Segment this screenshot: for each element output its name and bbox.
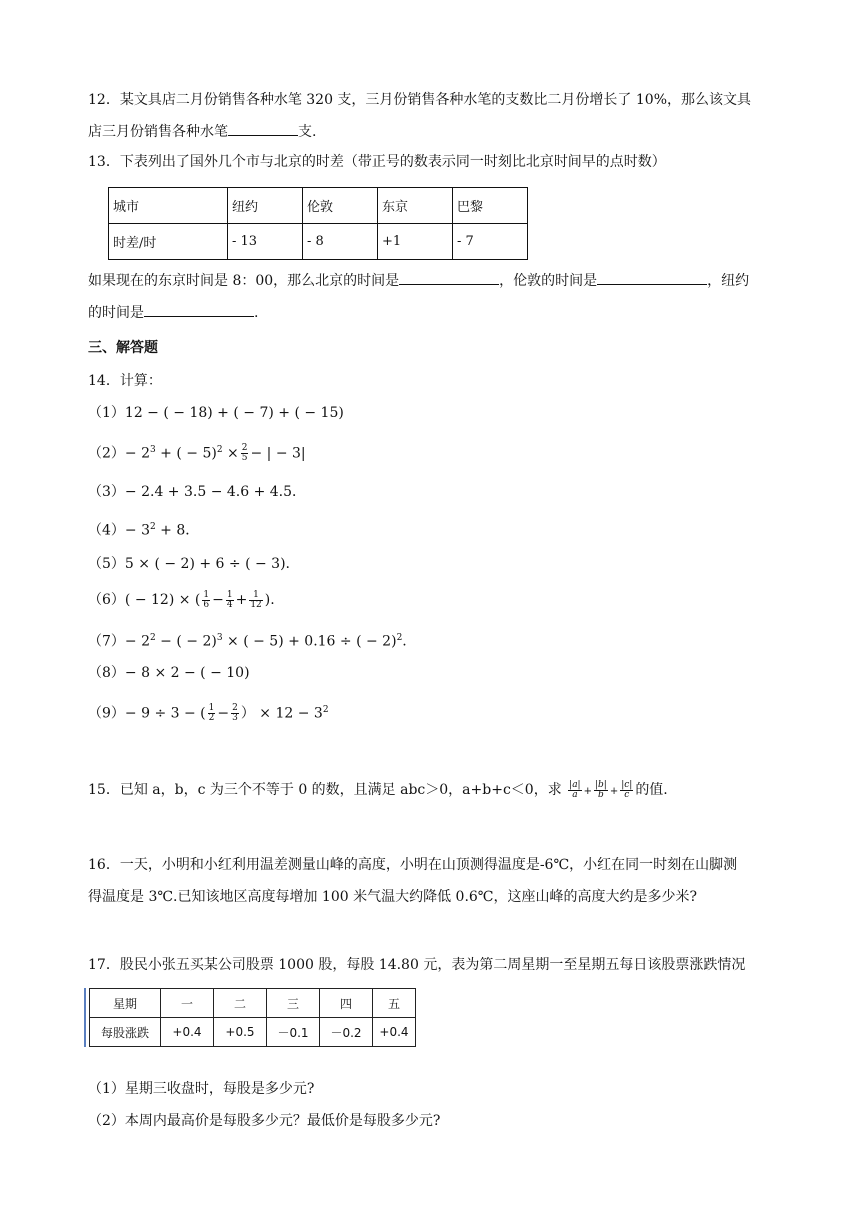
table-cell: +1 [378,224,453,260]
fraction [226,591,234,610]
numerator: 1 [208,703,215,714]
table-cell: 每股涨跌 [90,1018,161,1047]
math-text: . [402,633,407,650]
denominator: 6 [203,599,210,610]
math-text: （2）− 2 [88,445,150,462]
q13-text-a: 如果现在的东京时间是 8：00，那么北京的时间是 [88,273,400,289]
numerator: |b| [594,779,607,790]
q13-time-difference-table [108,187,528,260]
math-text: ). [264,592,275,608]
table-cell: 三 [267,989,320,1018]
exponent: 2 [150,522,156,532]
q14-item-6 [88,590,275,610]
fraction [231,704,239,723]
exponent: 2 [322,705,329,715]
exponent: 2 [216,445,223,455]
table-row [109,188,528,224]
numerator: 1 [226,589,233,600]
q13-london-time-blank[interactable] [597,270,707,285]
table-cell: 东京 [378,188,453,224]
q12-line-2 [88,121,316,142]
q14-item-7 [88,628,407,652]
q14-item-5: （5）5 × ( − 2) + 6 ÷ ( − 3). [88,556,290,572]
math-text: + [609,786,619,797]
section-title: 三、解答题 [88,340,158,356]
numerator: 2 [241,443,248,454]
denominator: 3 [232,713,238,724]
numerator: 1 [203,589,210,600]
numerator: 1 [249,591,262,601]
q15-question [88,780,668,802]
q13-question-line-1 [88,270,749,291]
math-text: （6）( − 12) × ( [88,592,201,608]
q14-intro: 14．计算： [88,373,162,389]
denominator: 2 [208,713,215,724]
math-text: （4）− 3 [88,522,150,539]
math-text: × ( − 5) + 0.16 ÷ ( − 2) [222,633,397,650]
numerator: |a| [569,779,581,790]
fraction [241,444,249,463]
table-cell: 四 [320,989,373,1018]
fraction [594,781,608,800]
exponent: 3 [216,633,223,643]
table-cell: 二 [214,989,267,1018]
math-text: ） × 12 − 3 [240,705,323,722]
fraction [568,781,581,800]
math-text: − [217,705,230,722]
table-row [109,224,528,260]
q14-item-4 [88,517,199,541]
table-cell: +0.4 [373,1018,416,1047]
table-cell: 星期 [90,989,161,1018]
table-cell: －0.1 [267,1018,320,1047]
q15-text-b: 的值. [635,782,668,798]
q13-text-e: . [254,305,259,321]
denominator: c [624,789,630,800]
denominator: 5 [241,453,248,464]
q17-intro: 17．股民小张五买某公司股票 1000 股，每股 14.80 元，表为第二周星期一至星期五每日该股票涨跌情况 [88,957,746,973]
q16-line-2: 得温度是 3℃.已知该地区高度每增加 100 米气温大约降低 0.6℃，这座山峰的高度大约是多少米? [88,889,697,905]
table-cell: 巴黎 [453,188,528,224]
table-cell: －0.2 [320,1018,373,1047]
q13-text-c: ，纽约 [707,273,750,289]
q15-text-a: 15．已知 a，b，c 为三个不等于 0 的数，且满足 abc＞0，a+b+c＜0，求 [88,782,562,798]
fraction [202,591,210,610]
table-cell: - 13 [228,224,303,260]
fraction [620,781,633,800]
q12-line-1: 12．某文具店二月份销售各种水笔 320 支，三月份销售各种水笔的支数比二月份增长了 10%，那么该文具 [88,92,752,108]
q16-line-1: 16．一天，小明和小红利用温差测量山峰的高度，小明在山顶测得温度是-6℃，小红在同一时刻在山脚测 [88,857,738,873]
exponent: 2 [396,633,403,643]
math-text: + 8． [155,522,200,539]
table-cell: 伦敦 [303,188,378,224]
exponent: 2 [150,633,156,643]
math-text: + [583,786,592,797]
q14-item-1: （1）12 − ( − 18) + ( − 7) + ( − 15) [88,405,344,421]
table-cell: 纽约 [228,188,303,224]
denominator: b [598,789,604,800]
q17-sub-2: （2）本周内最高价是每股多少元？最低价是每股多少元? [88,1113,441,1129]
q17-sub-1: （1）星期三收盘时，每股是多少元? [88,1081,315,1097]
denominator: 12 [250,599,262,610]
math-text: + [235,592,248,608]
q12-answer-blank[interactable] [228,121,298,136]
q14-item-3: （3）− 2.4 + 3.5 − 4.6 + 4.5． [88,484,307,500]
q17-stock-change-table [89,988,416,1047]
q13-question-line-2 [88,302,258,323]
table-cell: 五 [373,989,416,1018]
q14-item-8: （8）− 8 × 2 − ( − 10) [88,665,250,681]
table-cell: 城市 [109,188,228,224]
table-cell: +0.4 [161,1018,214,1047]
table-cell: - 8 [303,224,378,260]
q13-beijing-time-blank[interactable] [399,270,499,285]
math-text: （9）− 9 ÷ 3 − ( [88,705,206,722]
exponent: 3 [150,445,156,455]
math-text: （7）− 2 [88,633,150,650]
q13-text-d: 的时间是 [88,305,144,321]
math-text: × [222,445,239,462]
denominator: a [572,789,578,800]
fraction [249,591,262,610]
math-text: − ( − 2) [155,633,217,650]
q12-text-a: 店三月份销售各种水笔 [88,124,228,140]
math-text: − | − 3| [250,445,306,462]
q13-intro: 13．下表列出了国外几个市与北京的时差（带正号的数表示同一时刻比北京时间早的点时数） [88,154,666,170]
numerator: 2 [232,703,238,714]
table-cell: 一 [161,989,214,1018]
table-cell: +0.5 [214,1018,267,1047]
q13-newyork-time-blank[interactable] [144,302,254,317]
table-row [90,1018,416,1047]
table-row [90,989,416,1018]
denominator: 4 [226,599,233,610]
q14-item-2 [88,440,306,464]
fraction [208,704,216,723]
q17-table-frame [84,988,416,1047]
table-cell: 时差/时 [109,224,228,260]
math-text: + ( − 5) [155,445,217,462]
numerator: |c| [621,779,633,790]
math-text: − [212,592,224,608]
table-cell: - 7 [453,224,528,260]
q13-text-b: ，伦敦的时间是 [499,273,598,289]
q12-text-b: 支. [298,124,317,140]
q14-item-9 [88,700,329,724]
